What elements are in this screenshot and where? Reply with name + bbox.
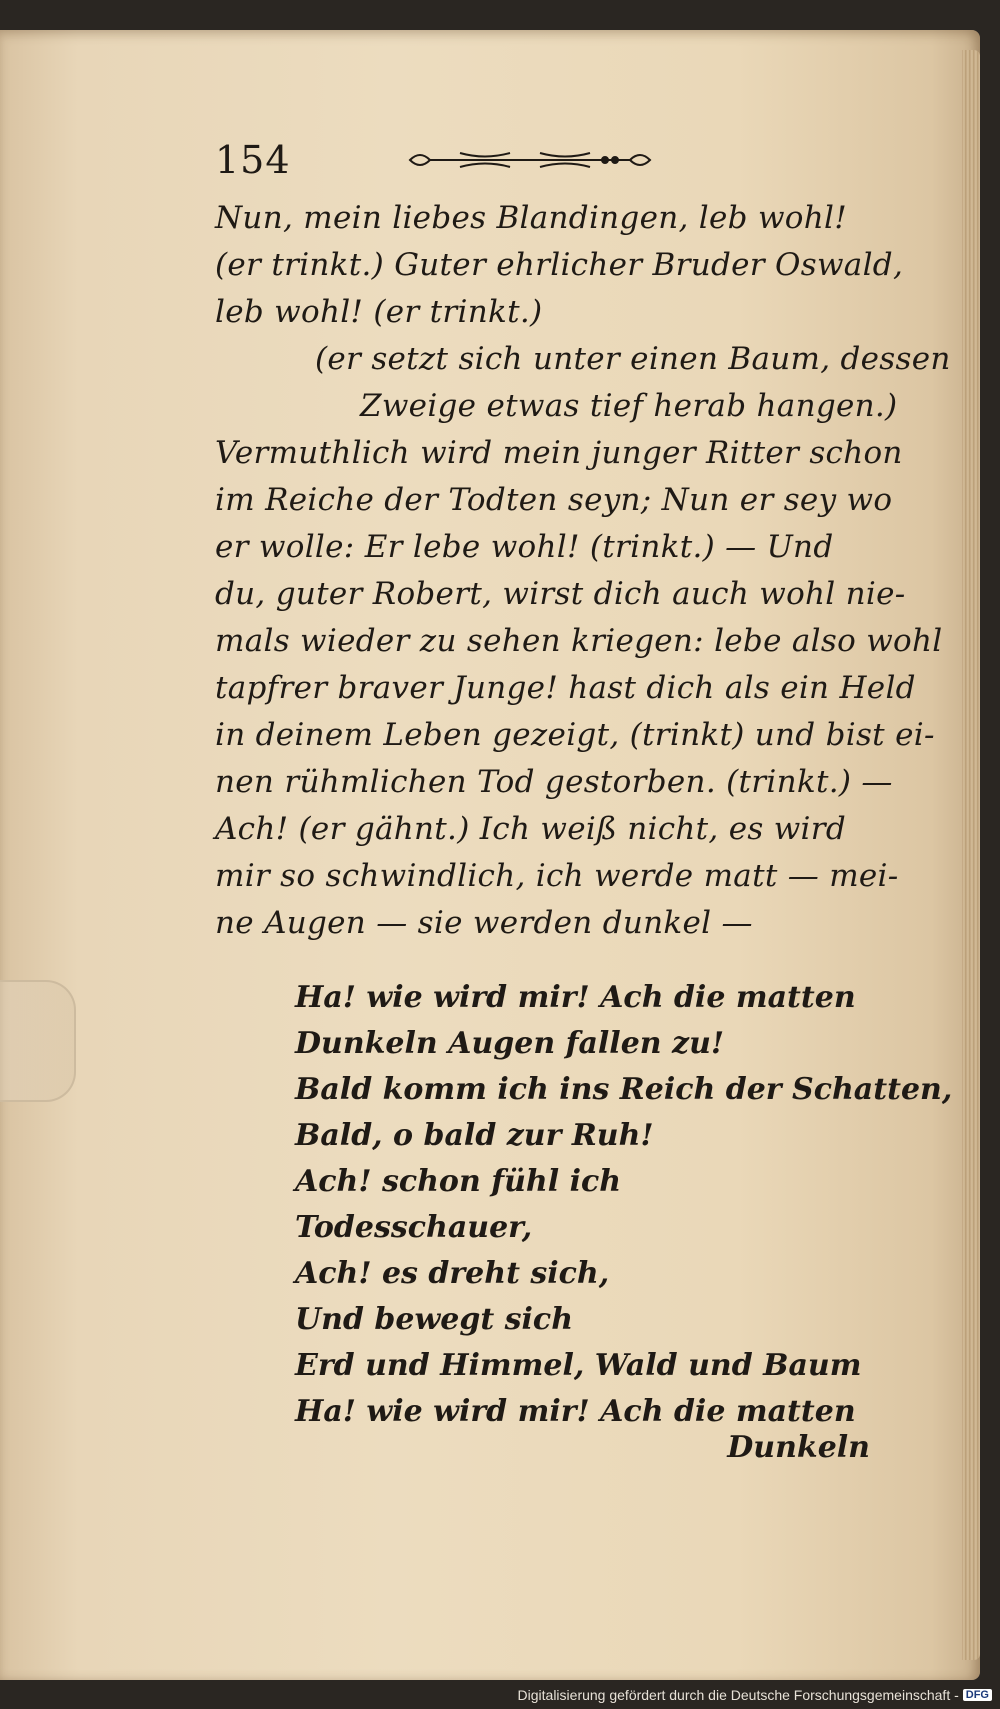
ornament-icon: [400, 145, 660, 175]
prose-line: tapfrer braver Junge! hast dich als ein Held: [215, 670, 916, 706]
verse-line: Und bewegt sich: [295, 1302, 574, 1337]
page-text: [215, 135, 953, 1435]
prose-line: Vermuthlich wird mein junger Ritter schon: [215, 435, 903, 471]
stage-direction-line: (er setzt sich unter einen Baum, dessen: [315, 341, 951, 377]
verse-line: Bald komm ich ins Reich der Schatten,: [295, 1072, 953, 1107]
song-verse: [215, 975, 953, 1435]
verse-line: Ha! wie wird mir! Ach die matten: [295, 1394, 856, 1429]
prose-line: du, guter Robert, wirst dich auch wohl nie-: [215, 576, 906, 612]
verse-line: Erd und Himmel, Wald und Baum: [295, 1348, 862, 1383]
digitization-credit: [518, 1687, 992, 1703]
prose-line: mir so schwindlich, ich werde matt — mei-: [215, 858, 899, 894]
book-page: [0, 30, 980, 1680]
stage-direction-line: Zweige etwas tief herab hangen.): [360, 388, 898, 424]
prose-line: im Reiche der Todten seyn; Nun er sey wo: [215, 482, 893, 518]
prose-line: Ach! (er gähnt.) Ich weiß nicht, es wird: [215, 811, 847, 847]
verse-line: Ha! wie wird mir! Ach die matten: [295, 980, 856, 1015]
prose-line: (er trinkt.) Guter ehrlicher Bruder Oswald,: [215, 247, 904, 283]
page-header: [215, 135, 905, 185]
prose-line: ne Augen — sie werden dunkel —: [215, 905, 753, 941]
dfg-logo-icon: DFG: [963, 1689, 992, 1701]
prose-line: er wolle: Er lebe wohl! (trinkt.) — Und: [215, 529, 834, 565]
catchword: Dunkeln: [727, 1430, 870, 1465]
verse-line: Todesschauer,: [295, 1210, 533, 1245]
prose-line: nen rühmlichen Tod gestorben. (trinkt.) —: [215, 764, 893, 800]
verse-line: Dunkeln Augen fallen zu!: [295, 1026, 725, 1061]
page-number: 154: [215, 138, 291, 182]
prose-line: leb wohl! (er trinkt.): [215, 294, 543, 330]
prose-line: Nun, mein liebes Blandingen, leb wohl!: [215, 200, 847, 236]
page-edge: [962, 50, 980, 1660]
prose-line: mals wieder zu sehen kriegen: lebe also wohl: [215, 623, 943, 659]
page-fold-mark: [0, 980, 76, 1102]
verse-line: Ach! es dreht sich,: [295, 1256, 610, 1291]
prose-paragraph: [215, 195, 951, 947]
prose-line: in deinem Leben gezeigt, (trinkt) und bist ei-: [215, 717, 935, 753]
verse-line: Ach! schon fühl ich: [295, 1164, 622, 1199]
verse-line: Bald, o bald zur Ruh!: [295, 1118, 654, 1153]
credit-text: Digitalisierung gefördert durch die Deutsche Forschungsgemeinschaft -: [517, 1687, 959, 1703]
